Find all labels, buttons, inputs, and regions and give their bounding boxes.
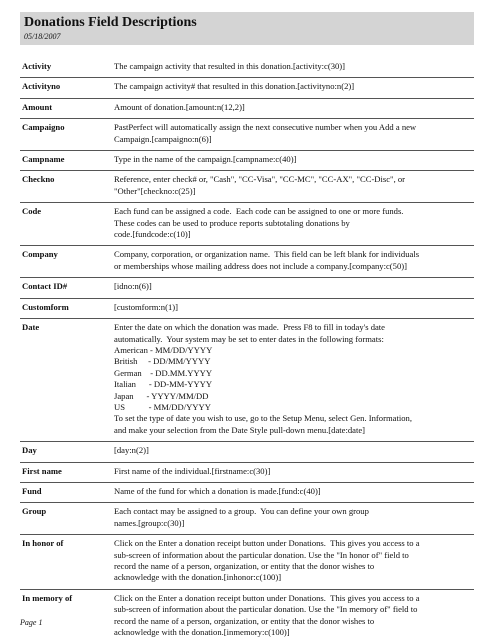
field-name: In memory of xyxy=(22,592,73,603)
description-line: British - DD/MM/YYYY xyxy=(114,356,211,367)
field-row xyxy=(20,118,474,150)
field-row xyxy=(20,77,474,97)
description-line: Name of the fund for which a donation is made.[fund:c(40)] xyxy=(114,485,321,496)
description-line: "Other"[checkno:c(25)] xyxy=(114,185,196,196)
description-line: [idno:n(6)] xyxy=(114,281,152,292)
field-name: Campaigno xyxy=(22,122,65,133)
description-line: Japan - YYYY/MM/DD xyxy=(114,390,209,401)
field-name: Fund xyxy=(22,485,42,496)
field-description xyxy=(114,593,474,639)
field-name: Date xyxy=(22,322,40,333)
description-line: These codes can be used to produce reports subtotaling donations by xyxy=(114,217,350,228)
description-line: sub-screen of information about the particular donation. Use the "In memory of" field to xyxy=(114,604,418,615)
field-description xyxy=(114,466,474,477)
description-line: sub-screen of information about the particular donation. Use the "In honor of" field to xyxy=(114,549,409,560)
description-line: Type in the name of the campaign.[campname:c(40)] xyxy=(114,154,297,165)
page-title: Donations Field Descriptions xyxy=(24,15,197,30)
description-line: Click on the Enter a donation receipt button under Donations. This gives you access to a xyxy=(114,538,420,549)
field-row xyxy=(20,462,474,482)
field-name: Activity xyxy=(22,61,52,71)
field-row xyxy=(20,298,474,318)
description-line: Each fund can be assigned a code. Each code can be assigned to one or more funds. xyxy=(114,206,404,217)
description-line: acknowledge with the donation.[inhonor:c(100)] xyxy=(114,572,282,583)
field-row xyxy=(20,202,474,245)
field-row xyxy=(20,482,474,502)
description-line: PastPerfect will automatically assign the next consecutive number when you Add a new xyxy=(114,122,417,133)
description-line: and make your selection from the Date Style pull-down menu.[date:date] xyxy=(114,424,366,435)
description-line: Each contact may be assigned to a group. You can define your own group xyxy=(114,506,369,517)
field-name: Group xyxy=(22,506,47,517)
field-description xyxy=(114,249,474,272)
description-line: names.[group:c(30)] xyxy=(114,517,185,528)
field-row xyxy=(20,589,474,643)
description-line: or memberships whose mailing address does not include a company.[company:c(50)] xyxy=(114,260,407,271)
field-description xyxy=(114,281,474,292)
field-name: Campname xyxy=(22,154,65,165)
description-line: Company, corporation, or organization name. This field can be left blank for individuals xyxy=(114,249,420,260)
field-name: In honor of xyxy=(22,538,64,549)
field-description xyxy=(114,538,474,584)
description-line: code.[fundcode:c(10)] xyxy=(114,229,191,240)
field-row xyxy=(20,170,474,202)
field-description xyxy=(114,102,474,113)
field-name: Customform xyxy=(22,301,69,312)
field-description xyxy=(114,61,474,72)
description-line: Reference, enter check# or, "Cash", "CC-Visa", "CC-MC", "CC-AX", "CC-Disc", or xyxy=(114,174,406,185)
description-line: Campaign.[campaigno:n(6)] xyxy=(114,133,212,144)
field-description xyxy=(114,174,474,197)
description-line: American - MM/DD/YYYY xyxy=(114,344,213,355)
description-line: US - MM/DD/YYYY xyxy=(114,401,211,412)
field-name: Company xyxy=(22,249,58,260)
field-description xyxy=(114,506,474,529)
description-line: First name of the individual.[firstname:c(30)] xyxy=(114,465,271,476)
field-description-list xyxy=(20,58,474,643)
field-description xyxy=(114,81,474,92)
field-row xyxy=(20,534,474,589)
field-description xyxy=(114,122,474,145)
field-name: Activityno xyxy=(22,81,61,92)
field-description xyxy=(114,302,474,313)
description-line: The campaign activity that resulted in this donation.[activity:c(30)] xyxy=(114,61,346,71)
description-line: Italian - DD-MM-YYYY xyxy=(114,379,213,390)
field-row xyxy=(20,441,474,461)
field-description xyxy=(114,322,474,436)
field-name: Contact ID# xyxy=(22,281,68,292)
page-number: Page 1 xyxy=(20,618,43,627)
field-row xyxy=(20,245,474,277)
field-row xyxy=(20,318,474,441)
field-row xyxy=(20,150,474,170)
field-row xyxy=(20,98,474,118)
field-row xyxy=(20,502,474,534)
description-line: Amount of donation.[amount:n(12,2)] xyxy=(114,101,245,112)
field-name: Checkno xyxy=(22,174,55,185)
field-description xyxy=(114,154,474,165)
field-name: Day xyxy=(22,445,37,456)
field-name: First name xyxy=(22,465,62,476)
description-line: [customform:n(1)] xyxy=(114,301,178,312)
description-line: Click on the Enter a donation receipt button under Donations. This gives you access to a xyxy=(114,592,420,603)
description-line: [day:n(2)] xyxy=(114,445,149,456)
page-header xyxy=(20,12,474,45)
description-line: German - DD.MM.YYYY xyxy=(114,367,213,378)
description-line: automatically. Your system may be set to enter dates in the following formats: xyxy=(114,333,384,344)
field-row xyxy=(20,277,474,297)
description-line: To set the type of date you wish to use, go to the Setup Menu, select Gen. Information, xyxy=(114,413,412,424)
field-name: Code xyxy=(22,206,42,217)
description-line: The campaign activity# that resulted in this donation.[activityno:n(2)] xyxy=(114,81,355,92)
field-row xyxy=(20,58,474,77)
description-line: acknowledge with the donation.[inmemory:c(100)] xyxy=(114,627,290,638)
description-line: Enter the date on which the donation was made. Press F8 to fill in today's date xyxy=(114,322,386,333)
field-description xyxy=(114,486,474,497)
description-line: record the name of a person, organization, or entity that the donor wishes to xyxy=(114,561,375,571)
field-description xyxy=(114,445,474,456)
field-name: Amount xyxy=(22,101,53,112)
report-date: 05/18/2007 xyxy=(24,32,61,41)
field-description xyxy=(114,206,474,240)
description-line: record the name of a person, organization, or entity that the donor wishes to xyxy=(114,615,375,626)
